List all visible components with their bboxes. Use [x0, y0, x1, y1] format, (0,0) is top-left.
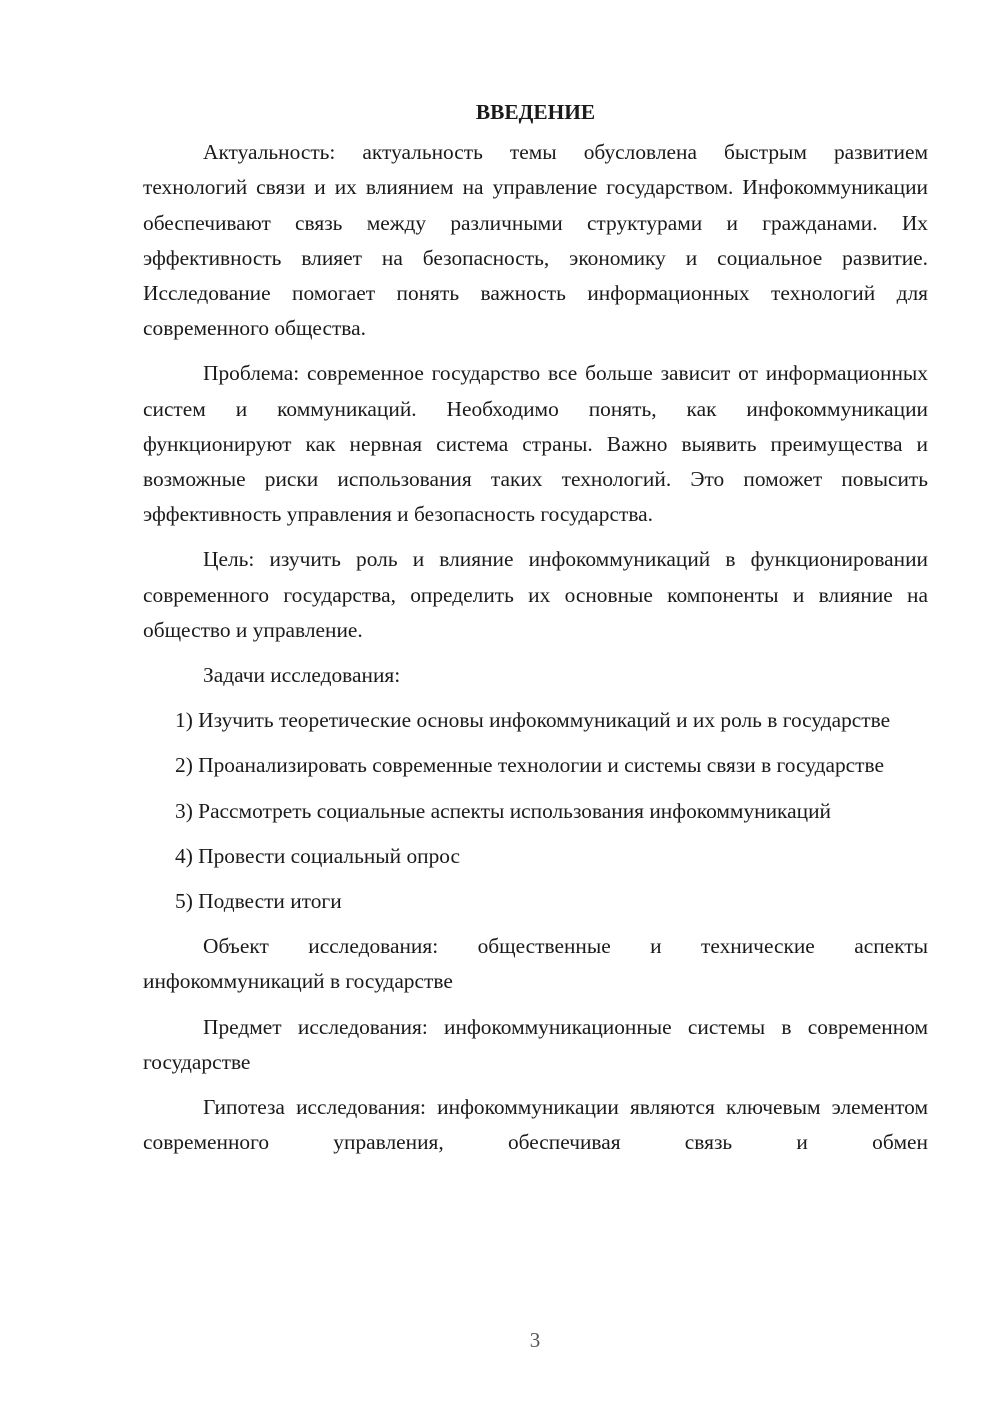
- paragraph-goal: Цель: изучить роль и влияние инфокоммуникаций в функционировании современного государства, определить их основные компоненты и влияние на общество и управление.: [143, 547, 928, 642]
- tasks-heading: Задачи исследования:: [203, 663, 401, 688]
- page-number: 3: [529, 1328, 541, 1352]
- paragraph-relevance: Актуальность: актуальность темы обусловлена быстрым развитием технологий связи и их влиянием на управление государством. Инфокоммуникации обеспечивают связь между различными структурами и гражданами. Их эффективность влияет на безопасность, экономику и социальное развитие. Исследование помогает понять важность информационных технологий для современного общества.: [143, 140, 928, 341]
- task-item-3: 3) Рассмотреть социальные аспекты использования инфокоммуникаций: [175, 798, 831, 823]
- task-item-5: 5) Подвести итоги: [175, 889, 342, 914]
- task-item-2: 2) Проанализировать современные технологии и системы связи в государстве: [175, 753, 884, 778]
- paragraph-problem: Проблема: современное государство все больше зависит от информационных систем и коммуникаций. Необходимо понять, как инфокоммуникации функционируют как нервная система страны. Важно выявить преимущества и возможные риски использования таких технологий. Это поможет повысить эффективность управления и безопасность государства.: [143, 361, 928, 527]
- paragraph-object: Объект исследования: общественные и технические аспекты инфокоммуникаций в государстве: [143, 934, 928, 994]
- page-title: ВВЕДЕНИЕ: [475, 100, 596, 124]
- document-page: [143, 95, 928, 1170]
- task-item-4: 4) Провести социальный опрос: [175, 843, 461, 868]
- paragraph-subject: Предмет исследования: инфокоммуникационные системы в современном государстве: [143, 1014, 928, 1074]
- paragraph-hypothesis: Гипотеза исследования: инфокоммуникации являются ключевым элементом современного управления, обеспечивая связь и обмен: [143, 1095, 928, 1155]
- task-item-1: 1) Изучить теоретические основы инфокоммуникаций и их роль в государстве: [175, 708, 891, 733]
